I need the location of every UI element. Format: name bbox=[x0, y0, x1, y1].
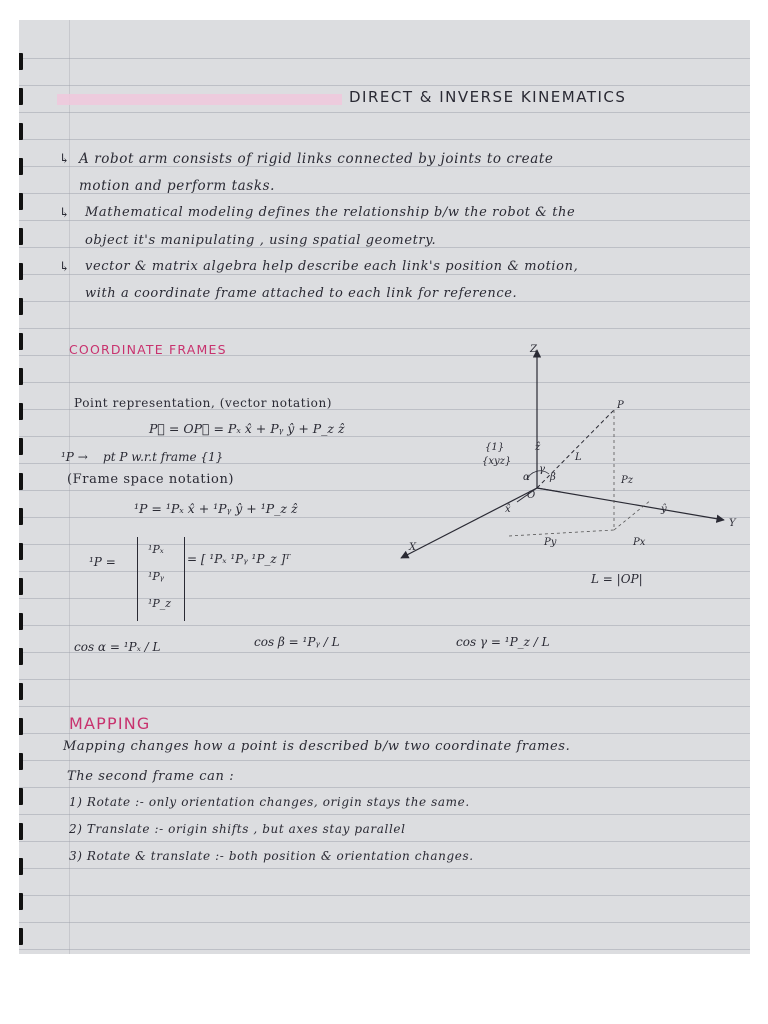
pz-label: Pz bbox=[621, 475, 633, 486]
binder-hole bbox=[19, 718, 23, 735]
frame-label: {1} bbox=[485, 442, 505, 453]
length-label: L bbox=[575, 452, 582, 463]
column-vector bbox=[137, 537, 185, 621]
binder-hole bbox=[19, 543, 23, 560]
binder-hole bbox=[19, 53, 23, 70]
binder-hole bbox=[19, 893, 23, 910]
x-axis-label: X bbox=[409, 542, 417, 553]
bullet-arrow: ↳ bbox=[59, 206, 71, 221]
vector-entry-y: ¹Pᵧ bbox=[148, 570, 164, 583]
binder-hole bbox=[19, 788, 23, 805]
mapping-item-2: 2) Translate :- origin shifts , but axes stay parallel bbox=[69, 822, 406, 836]
page-title: DIRECT & INVERSE KINEMATICS bbox=[349, 88, 627, 106]
origin-label: O bbox=[527, 490, 536, 501]
intro-bullet-1-line1: A robot arm consists of rigid links connected by joints to create bbox=[79, 151, 554, 167]
binder-hole bbox=[19, 403, 23, 420]
vector-entry-z: ¹P_z bbox=[148, 597, 172, 610]
intro-bullet-2-line2: object it's manipulating , using spatial geometry. bbox=[85, 233, 437, 248]
binder-hole bbox=[19, 298, 23, 315]
mapping-heading: MAPPING bbox=[69, 714, 151, 733]
alpha-label: α bbox=[523, 472, 530, 483]
binder-hole bbox=[19, 228, 23, 245]
binder-hole bbox=[19, 473, 23, 490]
mapping-line-2: The second frame can : bbox=[67, 769, 235, 784]
binder-hole bbox=[19, 858, 23, 875]
binder-hole bbox=[19, 88, 23, 105]
beta-label: β bbox=[550, 472, 556, 483]
cos-gamma: cos γ = ¹P_z / L bbox=[456, 635, 550, 649]
point-p-label: P bbox=[617, 400, 624, 411]
title-highlight bbox=[57, 94, 342, 105]
frame-vector-equation: ¹P = ¹Pₓ x̂ + ¹Pᵧ ŷ + ¹P_z ẑ bbox=[134, 501, 298, 516]
y-axis-label: Y bbox=[729, 518, 736, 529]
binder-hole bbox=[19, 158, 23, 175]
column-vector-lhs: ¹P = bbox=[89, 555, 116, 569]
coordinate-frame-diagram bbox=[389, 340, 749, 580]
gamma-label: γ bbox=[539, 464, 545, 475]
py-label: Py bbox=[544, 537, 557, 548]
zhat-label: ẑ bbox=[535, 442, 541, 453]
unit-y bbox=[537, 488, 561, 492]
binder-hole bbox=[19, 368, 23, 385]
vector-equation: P⃗ = OP⃗ = Pₓ x̂ + Pᵧ ŷ + P_z ẑ bbox=[149, 421, 345, 436]
binder-hole bbox=[19, 193, 23, 210]
binder-hole bbox=[19, 928, 23, 945]
wrt-frame-note: ¹P → pt P w.r.t frame {1} bbox=[61, 450, 224, 464]
intro-bullet-3-line2: with a coordinate frame attached to each link for reference. bbox=[85, 286, 518, 301]
row-vector-transpose: = [ ¹Pₓ ¹Pᵧ ¹P_z ]ᵀ bbox=[187, 552, 291, 566]
x-axis bbox=[401, 488, 537, 558]
binder-hole bbox=[19, 123, 23, 140]
bullet-arrow: ↳ bbox=[59, 152, 71, 167]
position-vector-op bbox=[537, 410, 614, 488]
binder-hole bbox=[19, 753, 23, 770]
point-representation: Point representation, (vector notation) bbox=[74, 396, 333, 410]
vector-entry-x: ¹Pₓ bbox=[148, 543, 164, 556]
mapping-item-3: 3) Rotate & translate :- both position & orientation changes. bbox=[69, 849, 474, 863]
xhat-label: x̂ bbox=[505, 504, 511, 515]
projection-px bbox=[509, 530, 614, 536]
binder-hole bbox=[19, 578, 23, 595]
length-definition: L = |OP| bbox=[591, 572, 643, 586]
intro-bullet-2-line1: Mathematical modeling defines the relationship b/w the robot & the bbox=[85, 205, 576, 220]
cos-alpha: cos α = ¹Pₓ / L bbox=[74, 640, 161, 654]
axes-label: {xyz} bbox=[482, 456, 512, 467]
binder-hole bbox=[19, 263, 23, 280]
mapping-item-1: 1) Rotate :- only orientation changes, origin stays the same. bbox=[69, 795, 470, 809]
binder-hole bbox=[19, 823, 23, 840]
binder-hole bbox=[19, 648, 23, 665]
yhat-label: ŷ bbox=[661, 504, 667, 515]
coordinate-frames-heading: COORDINATE FRAMES bbox=[69, 342, 227, 357]
mapping-line-1: Mapping changes how a point is described b/w two coordinate frames. bbox=[63, 739, 571, 754]
z-axis-label: Z bbox=[530, 344, 537, 355]
binder-hole bbox=[19, 438, 23, 455]
angle-arc bbox=[527, 471, 549, 480]
px-label: Px bbox=[633, 537, 646, 548]
frame-space-notation: (Frame space notation) bbox=[67, 472, 235, 487]
binder-hole bbox=[19, 333, 23, 350]
y-axis bbox=[537, 488, 724, 520]
cos-beta: cos β = ¹Pᵧ / L bbox=[254, 635, 340, 649]
binder-hole bbox=[19, 508, 23, 525]
intro-bullet-3-line1: vector & matrix algebra help describe each link's position & motion, bbox=[85, 259, 579, 274]
intro-bullet-1-line2: motion and perform tasks. bbox=[79, 178, 276, 194]
bullet-arrow: ↳ bbox=[59, 260, 71, 275]
binder-hole bbox=[19, 683, 23, 700]
binder-hole bbox=[19, 613, 23, 630]
notebook-page bbox=[19, 20, 750, 954]
